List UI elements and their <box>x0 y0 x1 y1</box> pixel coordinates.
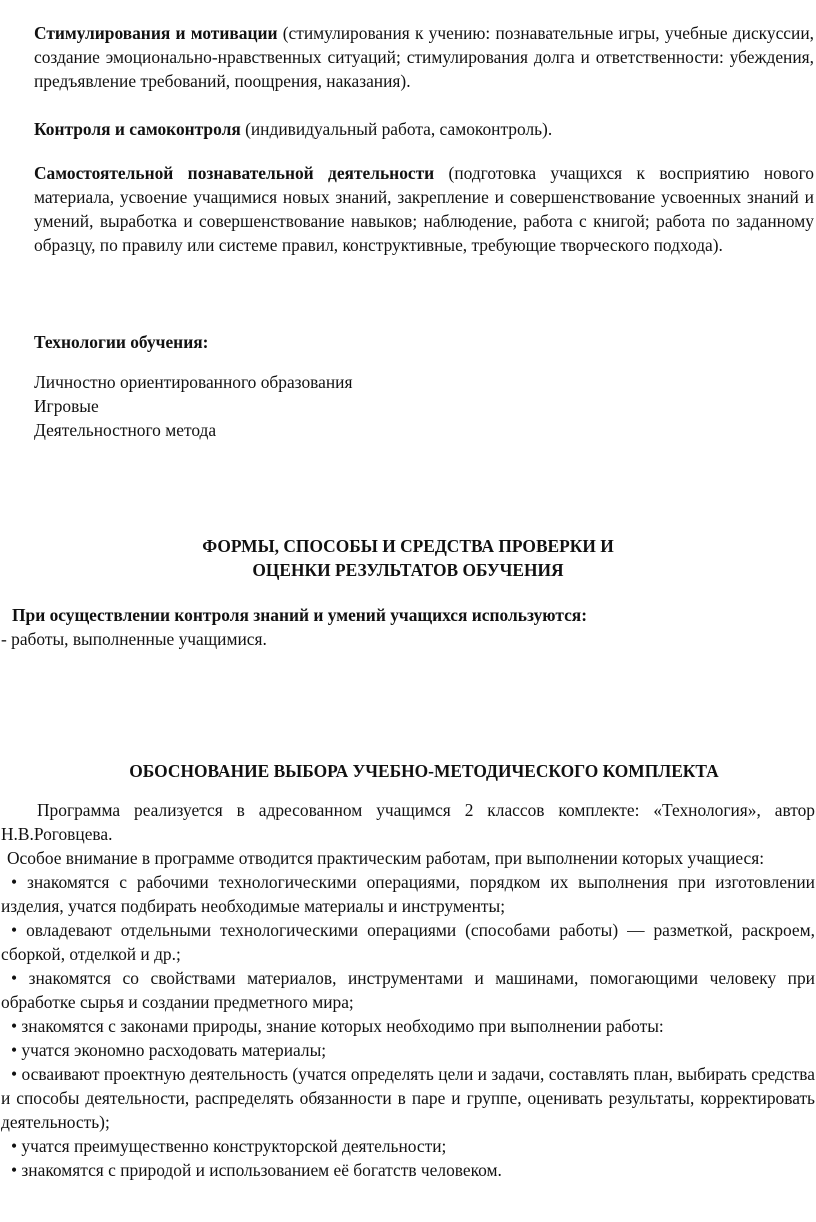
list-item: Деятельностного метода <box>34 420 217 440</box>
section-term: Контроля и самоконтроля <box>34 119 241 139</box>
section-text: (индивидуальный работа, самоконтроль). <box>240 119 553 139</box>
section-control <box>34 117 814 141</box>
list-item: • учатся экономно расходовать материалы; <box>11 1040 327 1060</box>
list-item: Личностно ориентированного образования <box>34 372 353 392</box>
forms-heading <box>0 534 816 582</box>
list-item: • знакомятся со свойствами материалов, инструментами и машинами, помогающими человеку при обработке сырья и создании предметного мира; <box>1 968 815 1012</box>
list-item: • знакомятся с природой и использованием её богатств человеком. <box>11 1160 502 1180</box>
rationale-paragraph: Особое внимание в программе отводится практическим работам, при выполнении которых учащиеся: <box>7 848 765 868</box>
list-item: • учатся преимущественно конструкторской деятельности; <box>11 1136 447 1156</box>
forms-heading-line: ФОРМЫ, СПОСОБЫ И СРЕДСТВА ПРОВЕРКИ И <box>202 536 614 556</box>
list-item: • осваивают проектную деятельность (учатся определять цели и задачи, составлять план, выбирать средства и способы деятельности, распределять обязанности в паре и группе, оценивать результаты, корректировать деятельность); <box>1 1064 815 1132</box>
forms-heading-line: ОЦЕНКИ РЕЗУЛЬТАТОВ ОБУЧЕНИЯ <box>252 560 564 580</box>
technologies-list <box>34 370 814 442</box>
rationale-heading: ОБОСНОВАНИЕ ВЫБОРА УЧЕБНО-МЕТОДИЧЕСКОГО КОМПЛЕКТА <box>129 761 719 781</box>
rationale-paragraph: Программа реализуется в адресованном учащимся 2 классов комплекте: «Технология», автор Н.В.Роговцева. <box>1 800 815 844</box>
forms-item: - работы, выполненные учащимися. <box>1 629 267 649</box>
rationale-body <box>1 798 815 1182</box>
technologies-heading <box>34 330 814 354</box>
list-item: • знакомятся с рабочими технологическими операциями, порядком их выполнения при изготовлении изделия, учатся подбирать необходимые материалы и инструменты; <box>1 872 815 916</box>
section-stimulation <box>34 21 814 93</box>
list-item: Игровые <box>34 396 99 416</box>
list-item: • знакомятся с законами природы, знание которых необходимо при выполнении работы: <box>11 1016 664 1036</box>
list-item: • овладевают отдельными технологическими операциями (способами работы) — разметкой, раскроем, сборкой, отделкой и др.; <box>1 920 815 964</box>
section-text: (стимулирования к учению: познавательные игры, учебные дискуссии, создание эмоционально-нравственных ситуаций; стимулирования долга и ответственности: убеждения, предъявление требований, поощрения, наказания). <box>34 23 814 91</box>
technologies-heading-text: Технологии обучения: <box>34 332 209 352</box>
section-text: (подготовка учащихся к восприятию нового материала, усвоение учащимися новых знаний, закрепление и совершенствование усвоенных знаний и умений, выработка и совершенствование навыков; наблюдение, работа с книгой; работа по заданному образцу, по правилу или системе правил, конструктивные, требующие творческого подхода). <box>34 163 815 255</box>
section-term: Самостоятельной познавательной деятельности <box>34 163 435 183</box>
section-term: Стимулирования и мотивации <box>34 23 278 43</box>
section-independent <box>34 161 814 257</box>
forms-intro: При осуществлении контроля знаний и умений учащихся используются: <box>12 605 587 625</box>
